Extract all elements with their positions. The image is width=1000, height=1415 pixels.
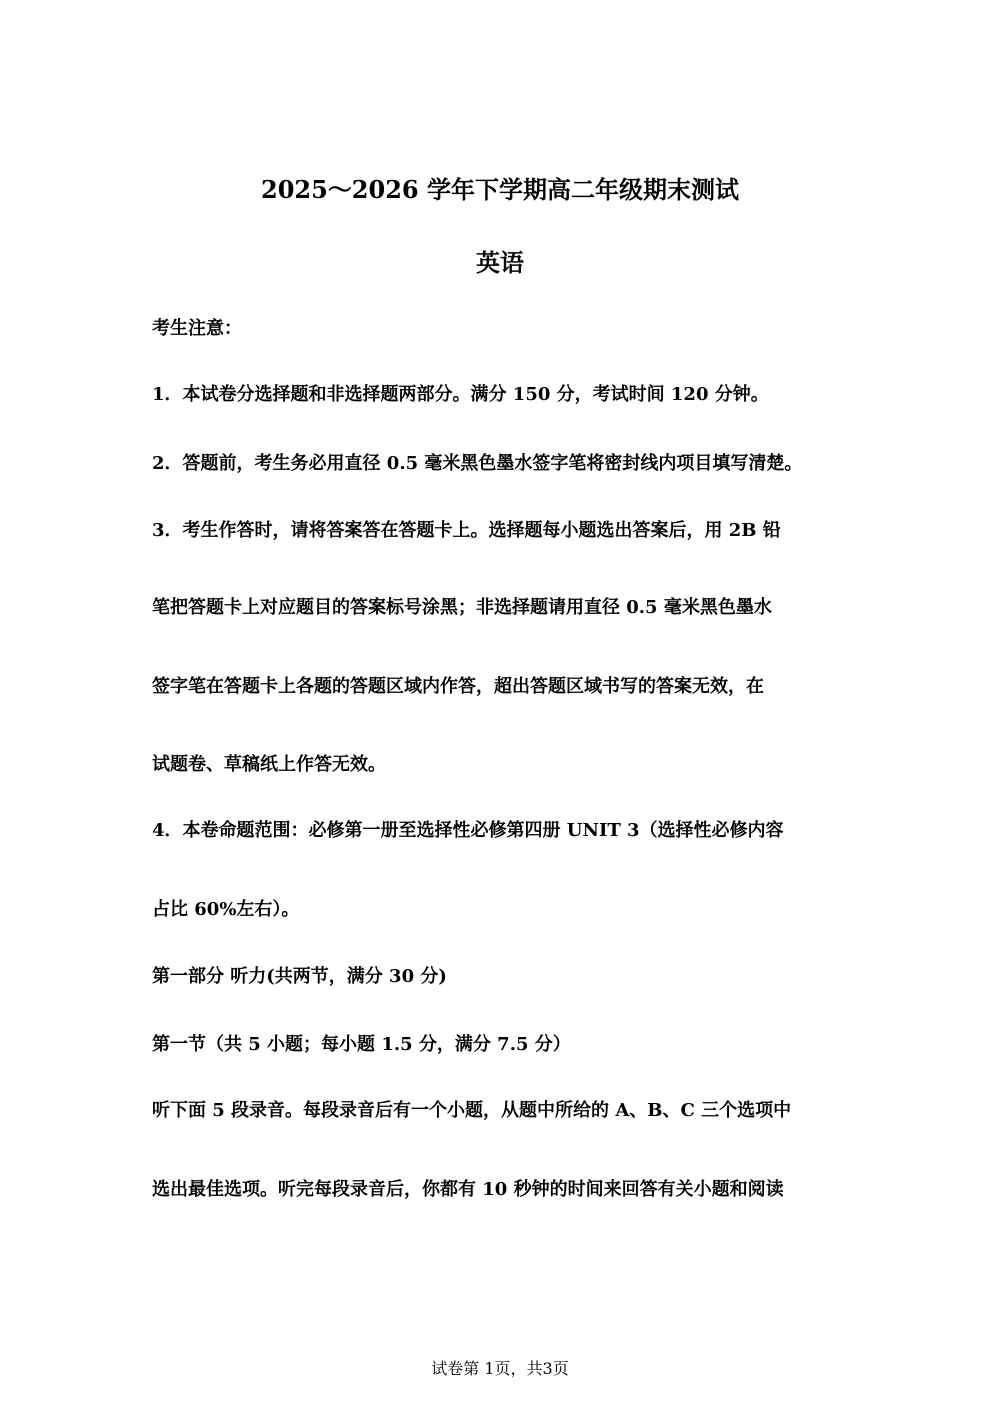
notice-item-3-line-4: 试题卷、草稿纸上作答无效。: [152, 754, 386, 775]
part-heading: 第一部分 听力(共两节，满分 30 分): [152, 966, 447, 987]
instructions-line-2: 选出最佳选项。听完每段录音后，你都有 10 秒钟的时间来回答有关小题和阅读: [152, 1179, 784, 1200]
section-heading: 第一节（共 5 小题；每小题 1.5 分，满分 7.5 分）: [152, 1034, 571, 1055]
notice-item-3-line-2: 笔把答题卡上对应题目的答案标号涂黑；非选择题请用直径 0.5 毫米黑色墨水: [152, 597, 772, 618]
notice-item-2-line-1: 2．答题前，考生务必用直径 0.5 毫米黑色墨水签字笔将密封线内项目填写清楚。: [152, 453, 803, 474]
instructions-line-1: 听下面 5 段录音。每段录音后有一个小题，从题中所给的 A、B、C 三个选项中: [152, 1100, 792, 1121]
notice-item-4-line-1: 4．本卷命题范围：必修第一册至选择性必修第四册 UNIT 3（选择性必修内容: [152, 820, 784, 841]
notice-item-3-line-3: 签字笔在答题卡上各题的答题区域内作答，超出答题区域书写的答案无效，在: [152, 676, 764, 697]
notice-item-1-line-1: 1．本试卷分选择题和非选择题两部分。满分 150 分，考试时间 120 分钟。: [152, 384, 769, 405]
notice-item-4-line-2: 占比 60%左右）。: [152, 899, 300, 920]
page-number-footer: 试卷第 1页，共3页: [431, 1359, 569, 1378]
notice-item-3-line-1: 3．考生作答时，请将答案答在答题卡上。选择题每小题选出答案后，用 2B 铅: [152, 520, 781, 541]
subject-title: 英语: [476, 248, 524, 277]
exam-title: 2025～2026 学年下学期高二年级期末测试: [261, 175, 739, 204]
notice-heading: 考生注意：: [152, 318, 242, 339]
